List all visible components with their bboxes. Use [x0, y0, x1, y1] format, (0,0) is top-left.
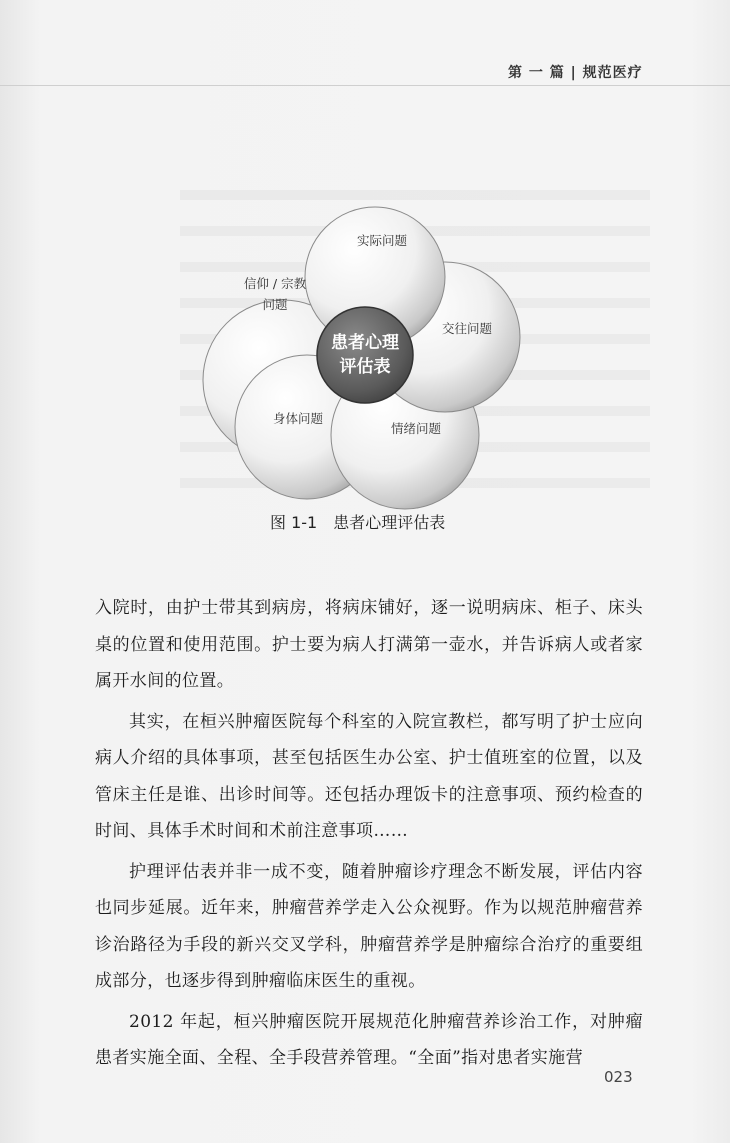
petal-label-belief: 信仰 / 宗教 — [243, 276, 307, 291]
running-header: 第 一 篇 | 规范医疗 — [508, 65, 643, 81]
header-rule — [0, 85, 730, 86]
petal-label-social: 交往问题 — [441, 321, 493, 336]
assessment-diagram — [205, 205, 525, 505]
petal-label-practical: 实际问题 — [356, 233, 408, 248]
center-label-1: 患者心理 — [331, 333, 399, 353]
bleed-through — [180, 190, 650, 200]
petal-label-emotional: 情绪问题 — [390, 421, 442, 436]
body-text — [95, 590, 643, 1081]
caption-title: 患者心理评估表 — [333, 513, 446, 532]
paragraph: 入院时，由护士带其到病房，将病床铺好，逐一说明病床、柜子、床头桌的位置和使用范围。护士要为病人打满第一壶水，并告诉病人或者家属开水间的位置。 — [95, 598, 643, 691]
paragraph: 其实，在桓兴肿瘤医院每个科室的入院宣教栏，都写明了护士应向病人介绍的具体事项，甚至包括医生办公室、护士值班室的位置，以及管床主任是谁、出诊时间等。还包括办理饭卡的注意事项、预约检查的时间、具体手术时间和术前注意事项…… — [95, 711, 643, 841]
center-label-2: 评估表 — [339, 357, 391, 377]
paragraph: 护理评估表并非一成不变，随着肿瘤诊疗理念不断发展，评估内容也同步延展。近年来，肿瘤营养学走入公众视野。作为以规范肿瘤营养诊治路径为手段的新兴交叉学科，肿瘤营养学是肿瘤综合治疗的重要组成部分，也逐步得到肿瘤临床医生的重视。 — [95, 861, 643, 991]
petal-label-physical: 身体问题 — [272, 411, 324, 426]
figure-caption — [270, 510, 445, 533]
page-number: 023 — [604, 1068, 633, 1086]
caption-number: 图 1-1 — [270, 513, 318, 532]
paragraph: 2012 年起，桓兴肿瘤医院开展规范化肿瘤营养诊治工作，对肿瘤患者实施全面、全程、全手段营养管理。“全面”指对患者实施营 — [95, 1011, 643, 1068]
center-circle — [317, 307, 413, 403]
petal-label-belief-2: 问题 — [262, 297, 288, 312]
